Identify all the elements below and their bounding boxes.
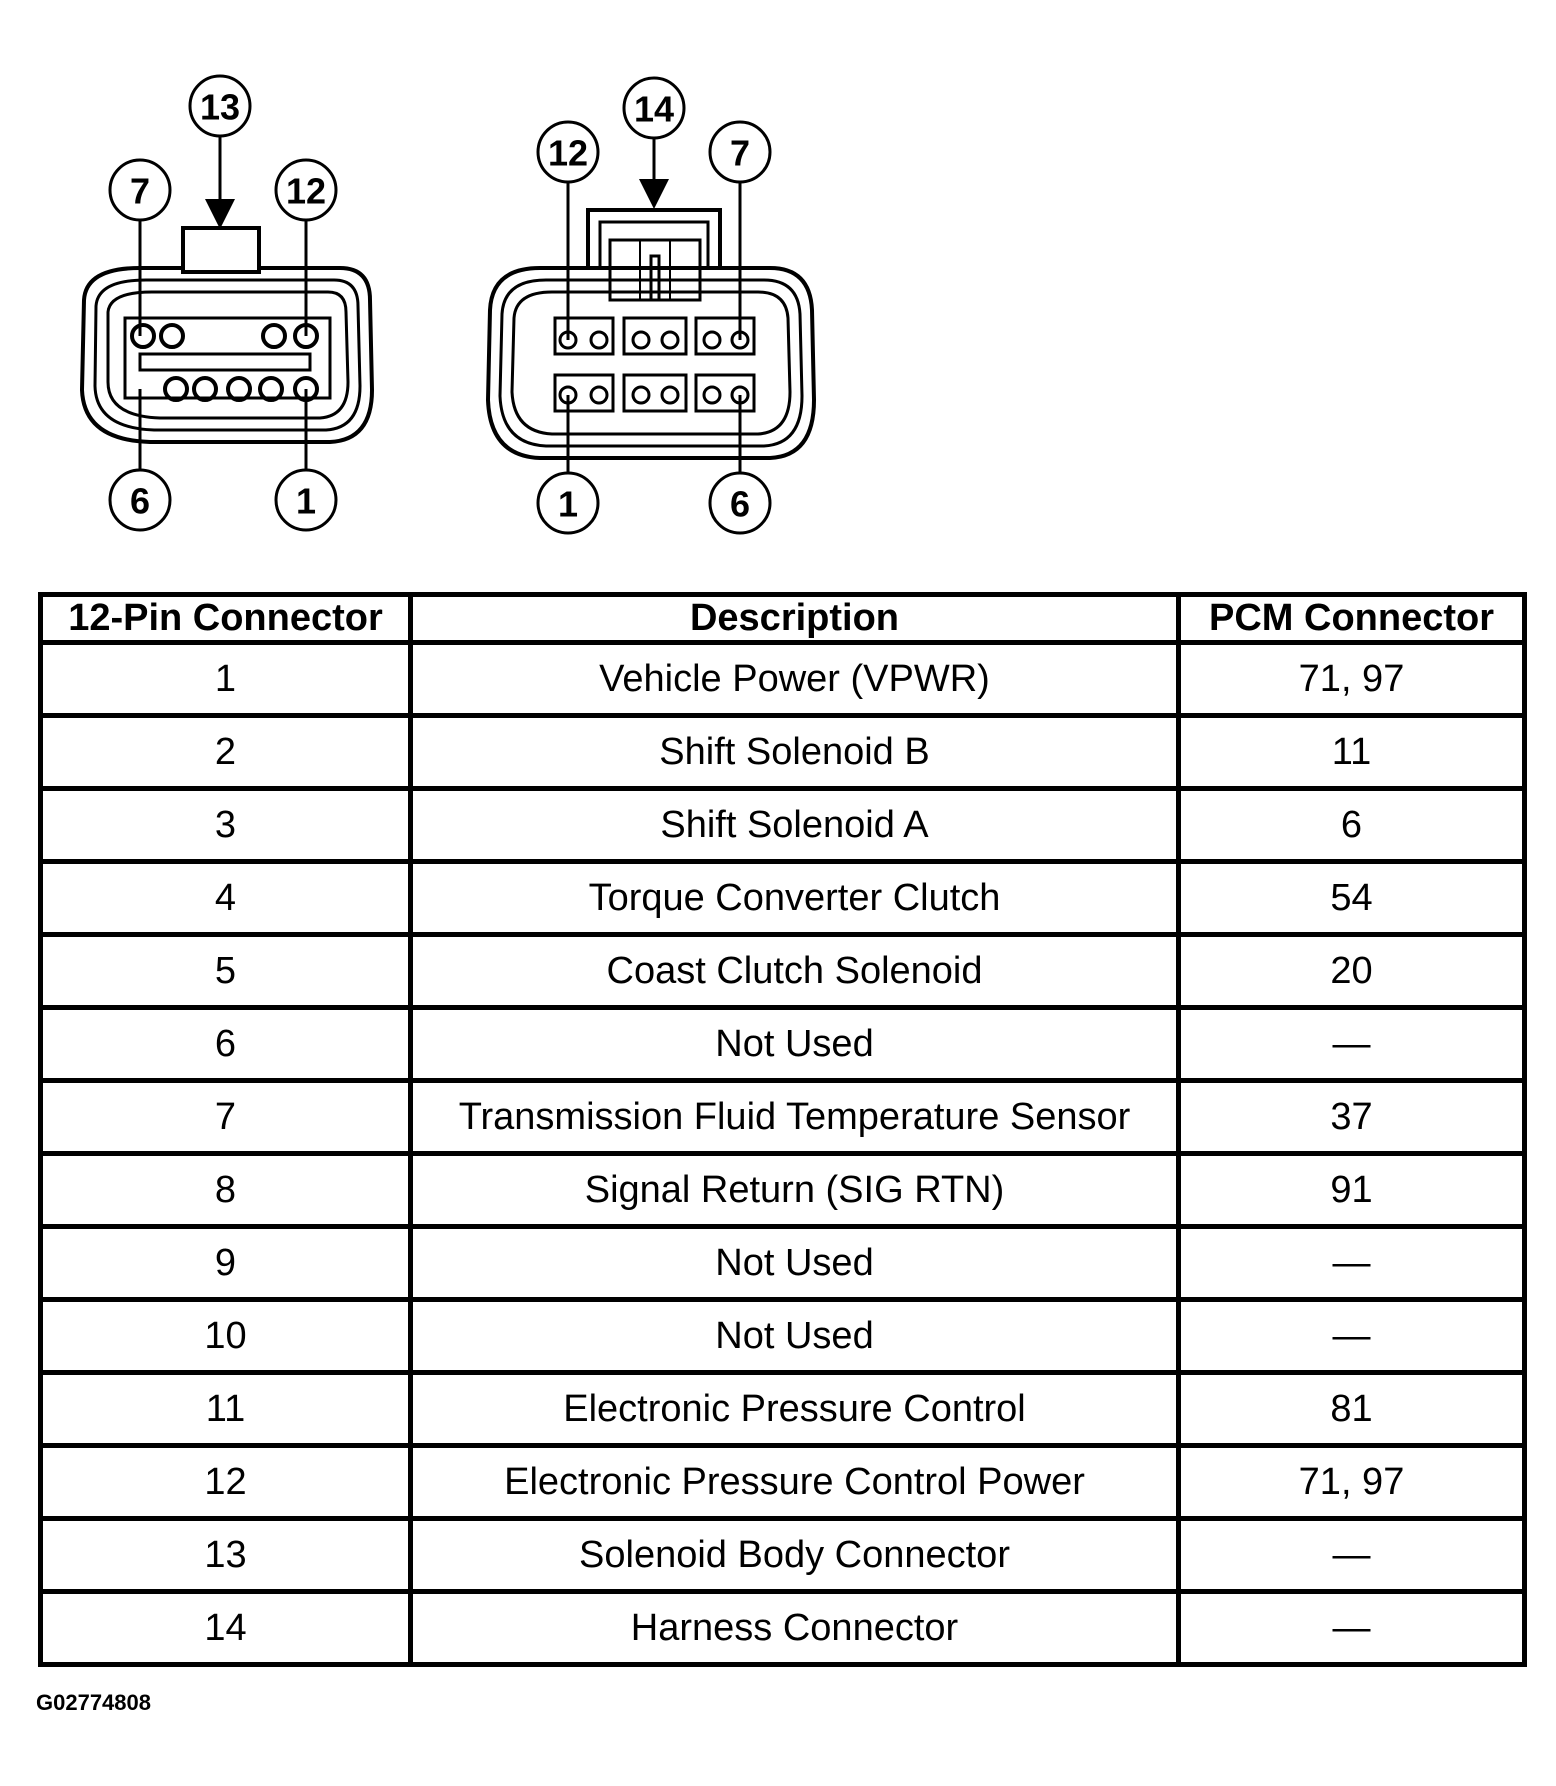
table-row (41, 643, 1525, 716)
cell-pin: 2 (41, 716, 411, 789)
cell-pcm: 11 (1179, 716, 1525, 789)
cell-description: Harness Connector (411, 1592, 1179, 1665)
callout-14 (624, 78, 684, 138)
svg-text:7: 7 (129, 170, 151, 212)
cell-pcm: 20 (1179, 935, 1525, 1008)
cell-description: Solenoid Body Connector (411, 1519, 1179, 1592)
cell-description: Electronic Pressure Control (411, 1373, 1179, 1446)
harness-connector (488, 210, 814, 458)
callout-12-harness (538, 122, 598, 182)
cell-description: Vehicle Power (VPWR) (411, 643, 1179, 716)
table-row (41, 862, 1525, 935)
cell-description: Not Used (411, 1227, 1179, 1300)
cell-pcm: — (1179, 1592, 1525, 1665)
table-row (41, 716, 1525, 789)
solenoid-body-connector (82, 228, 372, 442)
figure-id: G02774808 (36, 1690, 151, 1715)
callout-12 (276, 160, 336, 220)
table-header-row (41, 595, 1525, 643)
callout-6-harness (710, 473, 770, 533)
cell-pcm: — (1179, 1008, 1525, 1081)
cell-description: Signal Return (SIG RTN) (411, 1154, 1179, 1227)
cell-pin: 11 (41, 1373, 411, 1446)
cell-pcm: 6 (1179, 789, 1525, 862)
table-row (41, 1008, 1525, 1081)
table-row (41, 1154, 1525, 1227)
cell-pcm: — (1179, 1300, 1525, 1373)
cell-pin: 6 (41, 1008, 411, 1081)
cell-pcm: — (1179, 1227, 1525, 1300)
cell-pin: 12 (41, 1446, 411, 1519)
svg-text:14: 14 (633, 88, 675, 130)
cell-pcm: — (1179, 1519, 1525, 1592)
table-row (41, 1519, 1525, 1592)
cell-pin: 14 (41, 1592, 411, 1665)
cell-description: Transmission Fluid Temperature Sensor (411, 1081, 1179, 1154)
callout-1 (276, 470, 336, 530)
connector-diagram (0, 0, 1556, 570)
callout-1-harness (538, 473, 598, 533)
svg-text:7: 7 (729, 132, 751, 174)
cell-pin: 8 (41, 1154, 411, 1227)
cell-pin: 10 (41, 1300, 411, 1373)
cell-pin: 7 (41, 1081, 411, 1154)
cell-description: Not Used (411, 1008, 1179, 1081)
cell-description: Torque Converter Clutch (411, 862, 1179, 935)
cell-pin: 4 (41, 862, 411, 935)
header-description: Description (411, 595, 1179, 643)
table-row (41, 935, 1525, 1008)
cell-description: Shift Solenoid B (411, 716, 1179, 789)
cell-pcm: 54 (1179, 862, 1525, 935)
callout-7-harness (710, 122, 770, 182)
cell-description: Coast Clutch Solenoid (411, 935, 1179, 1008)
table-body (41, 643, 1525, 1665)
cell-pcm: 37 (1179, 1081, 1525, 1154)
pinout-table (38, 592, 1527, 1667)
svg-text:6: 6 (729, 483, 751, 525)
cell-pcm: 71, 97 (1179, 643, 1525, 716)
cell-pin: 1 (41, 643, 411, 716)
cell-pin: 3 (41, 789, 411, 862)
svg-text:12: 12 (285, 170, 327, 212)
svg-text:1: 1 (295, 480, 317, 522)
table-row (41, 1446, 1525, 1519)
table-row (41, 1227, 1525, 1300)
svg-text:12: 12 (547, 132, 589, 174)
header-pcm: PCM Connector (1179, 595, 1525, 643)
cell-description: Shift Solenoid A (411, 789, 1179, 862)
callout-13 (190, 76, 250, 136)
cell-pcm: 91 (1179, 1154, 1525, 1227)
cell-description: Electronic Pressure Control Power (411, 1446, 1179, 1519)
table-row (41, 1081, 1525, 1154)
svg-text:6: 6 (129, 480, 151, 522)
cell-pcm: 81 (1179, 1373, 1525, 1446)
header-pin: 12-Pin Connector (41, 595, 411, 643)
svg-text:13: 13 (199, 86, 241, 128)
callout-7 (110, 160, 170, 220)
svg-text:1: 1 (557, 483, 579, 525)
cell-description: Not Used (411, 1300, 1179, 1373)
table-row (41, 789, 1525, 862)
table-row (41, 1592, 1525, 1665)
cell-pin: 9 (41, 1227, 411, 1300)
cell-pin: 13 (41, 1519, 411, 1592)
callout-6 (110, 470, 170, 530)
cell-pin: 5 (41, 935, 411, 1008)
table-row (41, 1300, 1525, 1373)
table-row (41, 1373, 1525, 1446)
cell-pcm: 71, 97 (1179, 1446, 1525, 1519)
